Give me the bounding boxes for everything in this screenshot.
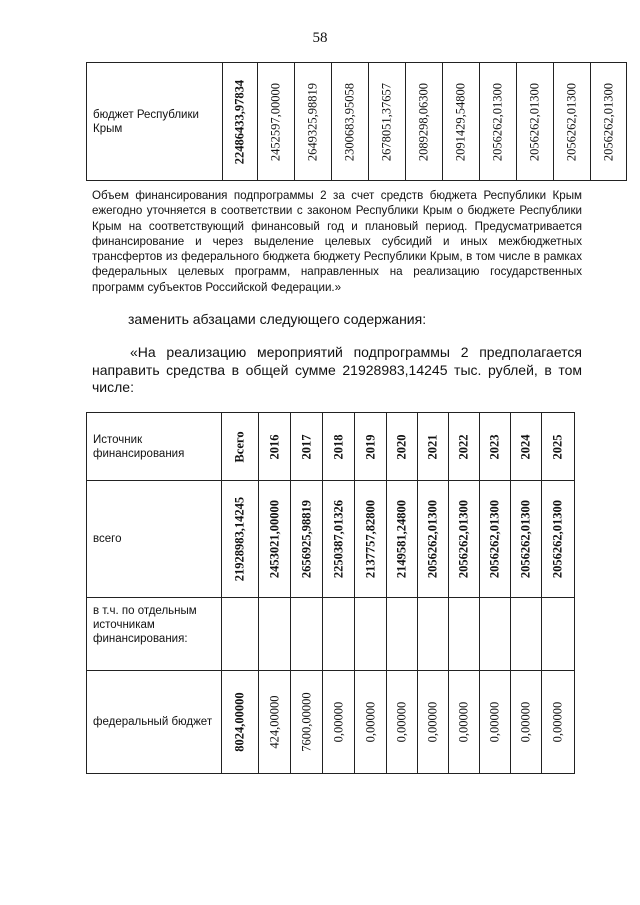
header-year: 2023 bbox=[487, 434, 502, 459]
header-source-label: Источник финансирования bbox=[87, 413, 222, 481]
table-row bbox=[87, 671, 575, 774]
value-cell: 2452597,00000 bbox=[268, 82, 283, 161]
value-cell: 0,00000 bbox=[550, 701, 565, 743]
value-cell: 22486433,97834 bbox=[232, 79, 247, 164]
value-cell: 8024,00000 bbox=[232, 692, 247, 752]
value-cell: 2056262,01300 bbox=[487, 499, 502, 579]
page-number: 58 bbox=[312, 30, 328, 46]
row-label: всего bbox=[87, 481, 222, 598]
header-total: Всего bbox=[232, 430, 247, 463]
value-cell: 0,00000 bbox=[331, 701, 345, 743]
table-header-row bbox=[87, 413, 575, 481]
value-cell: 0,00000 bbox=[425, 701, 440, 743]
value-cell: 424,00000 bbox=[267, 695, 281, 749]
value-cell: 0,00000 bbox=[363, 701, 377, 743]
value-cell: 2056262,01300 bbox=[490, 82, 505, 161]
value-cell: 2149581,24800 bbox=[394, 499, 409, 579]
header-year: 2019 bbox=[363, 434, 377, 459]
new-text-paragraph: «На реализацию мероприятий подпрограммы 2 предполагается направить средства в общей сумме 21928983,14245 тыс. рублей, в том числе: bbox=[92, 344, 582, 395]
value-cell: 2649325,98819 bbox=[305, 82, 320, 161]
value-cell: 7600,00000 bbox=[299, 692, 313, 752]
value-cell: 2056262,01300 bbox=[601, 82, 615, 161]
header-year: 2021 bbox=[425, 434, 440, 459]
value-cell: 2056262,01300 bbox=[425, 499, 440, 579]
table-row bbox=[87, 63, 627, 181]
value-cell: 2678051,37657 bbox=[379, 82, 394, 161]
financing-table bbox=[86, 412, 575, 774]
row-label: в т.ч. по отдельным источникам финансирования: bbox=[87, 598, 222, 671]
value-cell: 0,00000 bbox=[518, 701, 533, 743]
value-cell: 2656925,98819 bbox=[299, 499, 313, 579]
value-cell: 2300683,95058 bbox=[342, 82, 357, 161]
value-cell: 2056262,01300 bbox=[564, 82, 579, 161]
value-cell: 0,00000 bbox=[394, 701, 409, 743]
value-cell: 2056262,01300 bbox=[550, 499, 565, 579]
header-year: 2018 bbox=[331, 434, 345, 459]
header-year: 2017 bbox=[299, 434, 313, 459]
header-year: 2016 bbox=[267, 434, 281, 459]
value-cell: 2056262,01300 bbox=[518, 499, 533, 579]
value-cell: 0,00000 bbox=[487, 701, 502, 743]
value-cell: 2137757,82800 bbox=[363, 499, 377, 579]
header-year: 2025 bbox=[550, 434, 565, 459]
value-cell: 21928983,14245 bbox=[232, 496, 247, 582]
top-budget-table bbox=[86, 62, 627, 181]
header-year: 2022 bbox=[456, 434, 471, 459]
value-cell: 2250387,01326 bbox=[331, 499, 345, 579]
table-row bbox=[87, 481, 575, 598]
value-cell: 2089298,06300 bbox=[416, 82, 431, 161]
header-year: 2020 bbox=[394, 434, 409, 459]
value-cell: 2056262,01300 bbox=[456, 499, 471, 579]
value-cell: 2091429,54800 bbox=[453, 82, 468, 161]
value-cell: 2056262,01300 bbox=[527, 82, 542, 161]
row-label: федеральный бюджет bbox=[87, 671, 222, 774]
value-cell: 0,00000 bbox=[456, 701, 471, 743]
replace-instruction: заменить абзацами следующего содержания: bbox=[128, 311, 427, 327]
row-label: бюджет Республики Крым bbox=[87, 63, 223, 181]
financing-note-paragraph: Объем финансирования подпрограммы 2 за счет средств бюджета Республики Крым ежегодно уточняется в соответствии с законом Республики Крым о бюджете Республики Крым на соответствующий финансовый год и плановый период. Предусматривается финансирование и через выделение целевых субсидий и иных межбюджетных трансфертов из федерального бюджета бюджету Республики Крым, в том числе в рамках федеральных целевых программ, направленных на реализацию государственных программ субъектов Российской Федерации.» bbox=[92, 189, 582, 294]
header-year: 2024 bbox=[518, 434, 533, 459]
value-cell: 2453021,00000 bbox=[267, 499, 281, 579]
table-row bbox=[87, 598, 575, 671]
